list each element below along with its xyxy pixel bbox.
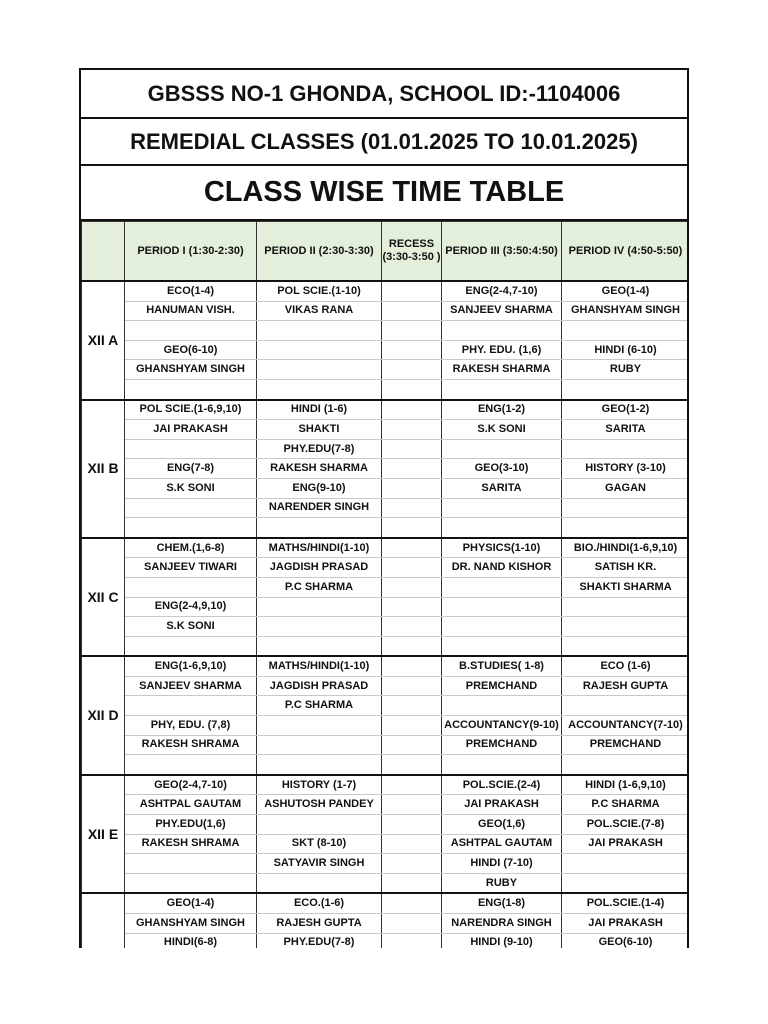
table-cell [257,360,382,380]
table-cell: S.K SONI [125,617,257,637]
timetable [81,221,689,948]
column-header-period-1: PERIOD I (1:30-2:30) [125,222,257,282]
table-cell: CHEM.(1,6-8) [125,538,257,558]
table-cell [382,815,442,835]
table-cell: SHAKTI SHARMA [562,577,690,597]
table-cell [382,914,442,934]
table-cell: NARENDER SINGH [257,498,382,518]
table-cell [562,755,690,775]
table-row [82,340,690,360]
table-cell: RAKESH SHARMA [257,459,382,479]
table-cell: JAGDISH PRASAD [257,558,382,578]
table-cell [382,498,442,518]
table-cell [382,636,442,656]
table-cell: POL.SCIE.(2-4) [442,775,562,795]
table-cell [125,636,257,656]
table-cell: HINDI (7-10) [442,854,562,874]
table-cell [562,498,690,518]
table-cell [257,518,382,538]
table-row [82,795,690,815]
table-row [82,755,690,775]
table-cell: ECO (1-6) [562,656,690,676]
table-cell: MATHS/HINDI(1-10) [257,656,382,676]
table-cell: RAKESH SHRAMA [125,735,257,755]
table-cell [442,577,562,597]
table-cell [382,439,442,459]
table-row [82,696,690,716]
table-cell: JAGDISH PRASAD [257,676,382,696]
table-cell: HINDI (1-6,9,10) [562,775,690,795]
table-cell [382,340,442,360]
table-cell [382,854,442,874]
table-cell [382,834,442,854]
table-cell [382,735,442,755]
table-cell [382,696,442,716]
table-cell: B.STUDIES( 1-8) [442,656,562,676]
table-cell: JAI PRAKASH [125,420,257,440]
table-cell [382,933,442,948]
table-row [82,735,690,755]
table-cell [257,597,382,617]
table-cell: PHY, EDU. (7,8) [125,716,257,736]
table-cell [382,538,442,558]
table-cell: HINDI (6-10) [562,340,690,360]
table-cell [382,558,442,578]
table-cell: ASHTPAL GAUTAM [125,795,257,815]
table-row [82,400,690,420]
table-cell: POL SCIE.(1-10) [257,281,382,301]
table-cell [382,459,442,479]
table-cell [382,656,442,676]
table-cell: POL SCIE.(1-6,9,10) [125,400,257,420]
table-cell: POL.SCIE.(1-4) [562,893,690,913]
table-cell: NARENDRA SINGH [442,914,562,934]
table-cell: HINDI(6-8) [125,933,257,948]
table-cell [562,696,690,716]
table-cell [382,518,442,538]
table-row [82,459,690,479]
table-cell [382,617,442,637]
page-title: CLASS WISE TIME TABLE [81,166,687,221]
table-row [82,676,690,696]
class-label: XII C [82,538,125,657]
table-cell: RAJESH GUPTA [562,676,690,696]
table-cell: ENG(7-8) [125,459,257,479]
table-cell: RUBY [562,360,690,380]
table-cell [382,478,442,498]
table-row [82,636,690,656]
table-cell: GHANSHYAM SINGH [125,914,257,934]
table-cell [562,854,690,874]
table-cell: SARITA [442,478,562,498]
table-cell: PREMCHAND [562,735,690,755]
table-row [82,775,690,795]
table-cell: ASHUTOSH PANDEY [257,795,382,815]
table-cell [257,815,382,835]
table-cell: ACCOUNTANCY(9-10) [442,716,562,736]
table-cell: HANUMAN VISH. [125,301,257,321]
table-cell: PHY. EDU. (1,6) [442,340,562,360]
table-cell [562,321,690,341]
table-cell [382,301,442,321]
table-cell [257,379,382,399]
table-cell: ENG(1-2) [442,400,562,420]
table-cell [382,360,442,380]
table-cell [382,775,442,795]
table-row [82,873,690,893]
table-cell [382,716,442,736]
table-row [82,617,690,637]
table-cell [125,755,257,775]
table-row [82,301,690,321]
table-cell: GEO(6-10) [125,340,257,360]
table-cell [562,379,690,399]
table-cell [382,281,442,301]
table-cell: PREMCHAND [442,676,562,696]
table-cell: S.K SONI [442,420,562,440]
table-cell [562,636,690,656]
table-cell [125,439,257,459]
table-cell [442,498,562,518]
table-row [82,933,690,948]
table-cell: S.K SONI [125,478,257,498]
table-cell: SANJEEV TIWARI [125,558,257,578]
class-label: XII D [82,656,125,775]
table-cell [125,321,257,341]
table-cell [442,696,562,716]
table-cell [125,696,257,716]
table-cell [257,735,382,755]
table-cell: SHAKTI [257,420,382,440]
table-cell: ENG(1-8) [442,893,562,913]
table-cell: ECO(1-4) [125,281,257,301]
table-cell [382,379,442,399]
table-cell: PHY.EDU(7-8) [257,933,382,948]
table-cell [125,854,257,874]
table-row [82,558,690,578]
table-cell: GEO(3-10) [442,459,562,479]
table-cell: GAGAN [562,478,690,498]
table-cell [382,420,442,440]
table-cell: BIO./HINDI(1-6,9,10) [562,538,690,558]
table-cell [442,617,562,637]
table-cell: HINDI (9-10) [442,933,562,948]
table-cell: ENG(2-4,9,10) [125,597,257,617]
table-cell: SATYAVIR SINGH [257,854,382,874]
table-cell: ASHTPAL GAUTAM [442,834,562,854]
table-row [82,834,690,854]
table-cell: ENG(1-6,9,10) [125,656,257,676]
table-cell [442,379,562,399]
class-label: XII B [82,400,125,538]
column-header-period-2: PERIOD II (2:30-3:30) [257,222,382,282]
table-cell: HISTORY (3-10) [562,459,690,479]
table-cell: SANJEEV SHARMA [442,301,562,321]
table-cell [442,321,562,341]
column-header-period-4: PERIOD IV (4:50-5:50) [562,222,690,282]
table-row [82,538,690,558]
table-cell [125,873,257,893]
column-header-recess: RECESS (3:30-3:50 ) [382,222,442,282]
table-cell: RAKESH SHARMA [442,360,562,380]
table-cell [257,636,382,656]
table-cell: P.C SHARMA [562,795,690,815]
table-row [82,498,690,518]
table-cell: GEO(6-10) [562,933,690,948]
table-cell: GEO(1-4) [125,893,257,913]
table-cell: JAI PRAKASH [562,914,690,934]
table-cell [382,893,442,913]
table-cell [382,676,442,696]
table-row [82,716,690,736]
table-cell: GEO(1-2) [562,400,690,420]
table-cell: HINDI (1-6) [257,400,382,420]
table-cell: HISTORY (1-7) [257,775,382,795]
table-cell [562,518,690,538]
table-cell [562,439,690,459]
table-cell [125,498,257,518]
table-cell [382,755,442,775]
table-cell: ENG(9-10) [257,478,382,498]
table-cell [382,873,442,893]
table-row [82,914,690,934]
table-row [82,360,690,380]
table-cell [562,617,690,637]
table-cell [382,400,442,420]
table-cell: VIKAS RANA [257,301,382,321]
table-cell [442,518,562,538]
table-cell [257,873,382,893]
table-row [82,854,690,874]
table-row [82,379,690,399]
table-row [82,478,690,498]
table-cell: GEO(1-4) [562,281,690,301]
table-row [82,439,690,459]
table-cell: RAKESH SHRAMA [125,834,257,854]
table-cell: PHY.EDU(1,6) [125,815,257,835]
header-row [82,222,690,282]
table-row [82,518,690,538]
table-cell [442,597,562,617]
table-cell: JAI PRAKASH [562,834,690,854]
table-cell: PREMCHAND [442,735,562,755]
table-row [82,815,690,835]
table-cell: P.C SHARMA [257,577,382,597]
table-cell [442,755,562,775]
table-cell: DR. NAND KISHOR [442,558,562,578]
table-row [82,656,690,676]
table-cell: RUBY [442,873,562,893]
table-cell [257,617,382,637]
table-row [82,893,690,913]
table-cell: SKT (8-10) [257,834,382,854]
table-cell: PHYSICS(1-10) [442,538,562,558]
table-cell: GHANSHYAM SINGH [125,360,257,380]
table-cell: GEO(2-4,7-10) [125,775,257,795]
table-row [82,577,690,597]
table-cell: GEO(1,6) [442,815,562,835]
table-cell [382,577,442,597]
table-cell [257,755,382,775]
table-cell [125,577,257,597]
table-cell: GHANSHYAM SINGH [562,301,690,321]
table-cell: SATISH KR. [562,558,690,578]
table-cell [257,340,382,360]
table-cell [382,597,442,617]
class-label: XII E [82,775,125,894]
table-cell [257,716,382,736]
program-title: REMEDIAL CLASSES (01.01.2025 TO 10.01.2025) [81,119,687,166]
table-row [82,281,690,301]
table-cell [382,321,442,341]
table-row [82,597,690,617]
table-cell: RAJESH GUPTA [257,914,382,934]
table-cell [257,321,382,341]
table-cell: ENG(2-4,7-10) [442,281,562,301]
table-cell [562,873,690,893]
table-cell [562,597,690,617]
table-row [82,420,690,440]
class-label: XII A [82,281,125,400]
table-cell: SARITA [562,420,690,440]
table-cell [442,439,562,459]
table-cell: P.C SHARMA [257,696,382,716]
table-row [82,321,690,341]
table-cell: ACCOUNTANCY(7-10) [562,716,690,736]
table-cell [442,636,562,656]
column-header-period-3: PERIOD III (3:50:4:50) [442,222,562,282]
table-cell [125,518,257,538]
table-cell [125,379,257,399]
table-cell: JAI PRAKASH [442,795,562,815]
table-cell: MATHS/HINDI(1-10) [257,538,382,558]
class-label [82,893,125,948]
table-cell: PHY.EDU(7-8) [257,439,382,459]
table-cell: POL.SCIE.(7-8) [562,815,690,835]
school-title: GBSSS NO-1 GHONDA, SCHOOL ID:-1104006 [81,70,687,119]
table-cell: ECO.(1-6) [257,893,382,913]
timetable-sheet [79,68,689,948]
table-cell [382,795,442,815]
column-header-class [82,222,125,282]
table-cell: SANJEEV SHARMA [125,676,257,696]
